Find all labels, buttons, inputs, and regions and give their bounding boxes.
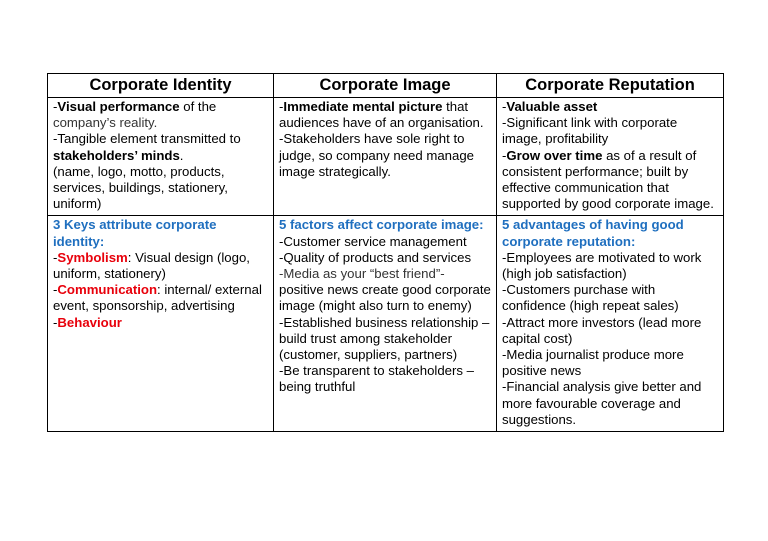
dash: - (53, 314, 58, 330)
identity-line-1-tail: of the (179, 99, 217, 114)
image-factor-1: -Customer service management (279, 233, 467, 249)
reputation-line-2: -Significant link with corporate image, profitability (502, 115, 678, 147)
identity-line-5: (name, logo, motto, products, services, buildings, stationery, uniform) (53, 163, 228, 212)
behaviour-term: Behaviour (57, 314, 122, 330)
image-factor-2: -Quality of products and services (279, 249, 472, 265)
visual-performance-term: Visual performance (57, 99, 180, 114)
reputation-advantages-heading: 5 advantages of having good corporate reputation: (502, 217, 684, 249)
image-factor-5: -Be transparent to stakeholders – being truthful (279, 363, 474, 395)
communication-item (53, 282, 269, 314)
image-factors-cell (274, 216, 497, 432)
reputation-advantages-cell (497, 216, 724, 432)
stakeholders-minds-term: stakeholders’ minds (53, 147, 180, 163)
dash: - (53, 99, 58, 114)
detail-row (48, 216, 724, 432)
behaviour-item (53, 315, 269, 331)
dash: - (53, 282, 58, 298)
image-line-2: -Stakeholders have sole right to judge, so company need manage image strategically. (279, 131, 475, 179)
grow-over-time-term: Grow over time (506, 147, 603, 163)
header-corporate-reputation: Corporate Reputation (497, 74, 724, 98)
symbolism-desc: : Visual design (logo, uniform, stationery) (53, 249, 250, 282)
communication-term: Communication (57, 282, 158, 298)
image-factor-4: -Established business relationship – build trust among stakeholder (customer, suppliers, partners) (279, 314, 490, 363)
image-line-1 (279, 99, 492, 131)
reputation-advantage-4: -Media journalist produce more positive news (502, 347, 684, 379)
valuable-asset-term: Valuable asset (506, 99, 598, 114)
immediate-mental-picture-term: Immediate mental picture (283, 99, 443, 114)
symbolism-term: Symbolism (57, 249, 128, 265)
dash: - (279, 99, 284, 114)
image-factors-heading: 5 factors affect corporate image: (279, 217, 484, 233)
identity-attributes-heading: 3 Keys attribute corporate identity: (53, 217, 217, 249)
identity-line-2: company’s reality. (53, 115, 158, 131)
image-line-1-tail: that audiences have of an organisation. (279, 99, 484, 131)
reputation-line-3 (502, 148, 719, 213)
dash: - (502, 99, 507, 114)
identity-definition-cell (48, 98, 274, 216)
header-row (48, 74, 724, 98)
identity-line-4 (53, 148, 269, 164)
image-factor-3-rest: positive news create good corporate image (might also turn to enemy) (279, 282, 491, 314)
identity-line-1 (53, 99, 269, 115)
image-factor-3-lead: -Media as your “best friend”- (279, 266, 445, 282)
reputation-definition-cell (497, 98, 724, 216)
image-definition-cell (274, 98, 497, 216)
reputation-advantage-3: -Attract more investors (lead more capital cost) (502, 314, 702, 346)
dash: - (53, 249, 58, 265)
comparison-table (47, 73, 724, 432)
period: . (179, 147, 184, 163)
communication-desc: : internal/ external event, sponsorship, advertising (53, 282, 262, 314)
identity-attributes-cell (48, 216, 274, 432)
reputation-line-1 (502, 99, 719, 115)
reputation-advantage-1: -Employees are motivated to work (high job satisfaction) (502, 249, 702, 282)
symbolism-item (53, 250, 269, 282)
header-corporate-image: Corporate Image (274, 74, 497, 98)
reputation-advantage-2: -Customers purchase with confidence (high repeat sales) (502, 282, 679, 314)
image-factor-3 (279, 266, 492, 315)
header-corporate-identity: Corporate Identity (48, 74, 274, 98)
dash: - (502, 147, 507, 163)
reputation-line-3-tail: as of a result of consistent performance; built by effective communication that supported by good corporate image. (502, 147, 714, 212)
identity-line-3: -Tangible element transmitted to (53, 131, 241, 147)
definition-row (48, 98, 724, 216)
reputation-advantage-5: -Financial analysis give better and more favourable coverage and suggestions. (502, 379, 702, 427)
